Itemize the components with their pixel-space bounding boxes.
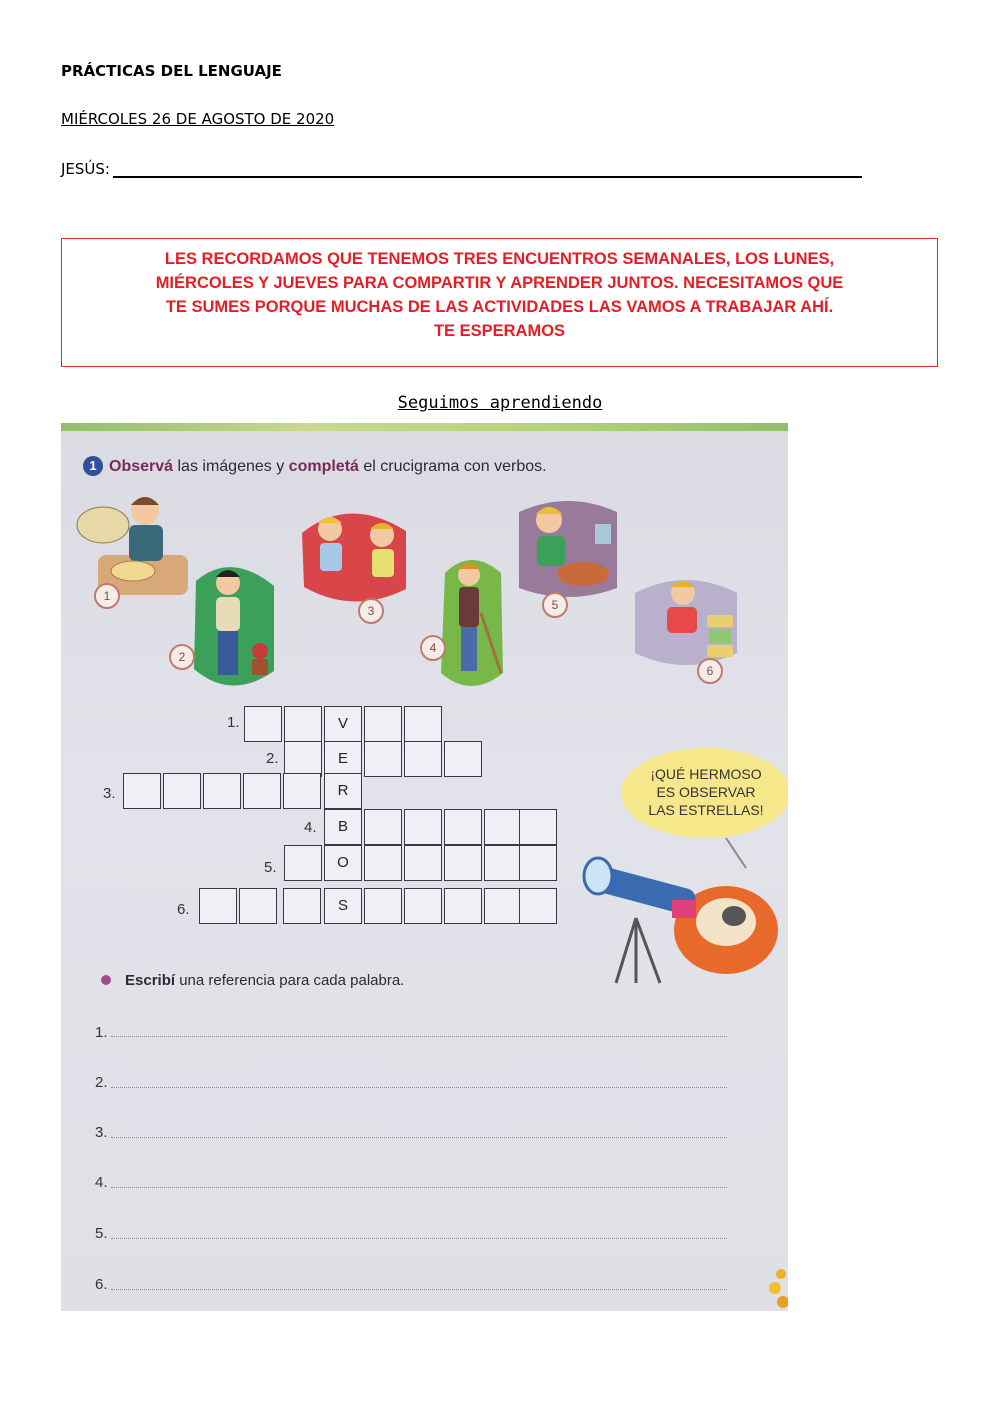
reference-line[interactable] [111, 1238, 727, 1239]
corner-decoration [761, 1268, 788, 1311]
page-title: PRÁCTICAS DEL LENGUAJE [61, 62, 282, 80]
scene-3-illustration [294, 503, 414, 613]
scene-1-illustration [73, 485, 193, 605]
crossword-cell-key[interactable]: V [324, 706, 362, 742]
photo-top-strip [61, 423, 788, 431]
worksheet-photo [61, 423, 788, 1311]
student-name-line[interactable] [113, 176, 862, 178]
crossword-row-label: 5. [264, 859, 277, 876]
date-line: MIÉRCOLES 26 DE AGOSTO DE 2020 [61, 110, 335, 128]
crossword-row-label: 3. [103, 785, 116, 802]
bubble-line: ¡QUÉ HERMOSO [650, 766, 762, 782]
scene-number-badge: 2 [169, 644, 195, 670]
crossword-cell[interactable] [484, 809, 522, 845]
crossword-cell[interactable] [364, 809, 402, 845]
reference-label: 4. [95, 1174, 108, 1191]
instruction-verb-observa: Observá [109, 458, 174, 475]
reference-line[interactable] [111, 1087, 727, 1088]
crossword-cell-key[interactable]: R [324, 773, 362, 809]
crossword-cell-key[interactable]: B [324, 809, 362, 845]
notice-text [62, 247, 937, 343]
bubble-line: ES OBSERVAR [656, 784, 756, 800]
crossword-cell[interactable] [519, 888, 557, 924]
student-label: JESÚS: [61, 160, 110, 178]
crossword-cell[interactable] [444, 741, 482, 777]
write-instruction: Escribí una referencia para cada palabra. [101, 972, 404, 989]
instruction-text: y [276, 458, 285, 475]
activity-number-badge: 1 [83, 456, 103, 476]
crossword-cell[interactable] [284, 741, 322, 777]
reference-label: 6. [95, 1276, 108, 1293]
scene-number-badge: 5 [542, 592, 568, 618]
crossword-cell[interactable] [203, 773, 241, 809]
crossword-cell[interactable] [364, 706, 402, 742]
reference-label: 5. [95, 1225, 108, 1242]
crossword-cell[interactable] [444, 888, 482, 924]
crossword-cell[interactable] [364, 888, 402, 924]
instruction-verb-completa: completá [288, 458, 359, 475]
notice-line: TE ESPERAMOS [433, 322, 566, 340]
crossword-cell[interactable] [284, 706, 322, 742]
speech-bubble [621, 748, 788, 838]
crossword-cell[interactable] [123, 773, 161, 809]
activity-instruction [83, 456, 547, 476]
crossword-cell[interactable] [284, 845, 322, 881]
reference-label: 1. [95, 1024, 108, 1041]
crossword-cell[interactable] [364, 845, 402, 881]
crossword-cell[interactable] [404, 845, 442, 881]
crossword-cell[interactable] [404, 809, 442, 845]
crossword-cell[interactable] [519, 809, 557, 845]
instruction-text: las imágenes [173, 458, 277, 475]
crossword-cell[interactable] [283, 773, 321, 809]
scene-number-badge: 4 [420, 635, 446, 661]
scene-number-badge: 3 [358, 598, 384, 624]
crossword-cell[interactable] [519, 845, 557, 881]
crossword-cell[interactable] [283, 888, 321, 924]
crossword-row-label: 2. [266, 750, 279, 767]
crossword-cell[interactable] [404, 888, 442, 924]
notice-box [61, 238, 938, 367]
crossword-cell[interactable] [484, 845, 522, 881]
reference-label: 2. [95, 1074, 108, 1091]
crossword-row-label: 4. [304, 819, 317, 836]
crossword-cell[interactable] [444, 845, 482, 881]
scene-6-illustration [631, 573, 741, 683]
crossword-cell[interactable] [404, 741, 442, 777]
reference-label: 3. [95, 1124, 108, 1141]
subtitle: Seguimos aprendiendo [397, 393, 603, 413]
scene-2-illustration [186, 561, 281, 691]
scene-5-illustration [513, 498, 623, 603]
crossword-cell[interactable] [364, 741, 402, 777]
crossword-cell[interactable] [484, 888, 522, 924]
crossword-cell[interactable] [199, 888, 237, 924]
crossword-cell[interactable] [244, 706, 282, 742]
crossword-cell[interactable] [404, 706, 442, 742]
crossword-cell[interactable] [239, 888, 277, 924]
reference-line[interactable] [111, 1137, 727, 1138]
scene-number-badge: 6 [697, 658, 723, 684]
crossword-cell-key[interactable]: O [324, 845, 362, 881]
reference-line[interactable] [111, 1289, 727, 1290]
crossword-cell[interactable] [444, 809, 482, 845]
crossword-row-label: 1. [227, 714, 240, 731]
crossword-cell-key[interactable]: E [324, 741, 362, 777]
crossword-cell[interactable] [243, 773, 281, 809]
reference-line[interactable] [111, 1187, 727, 1188]
crossword-row-label: 6. [177, 901, 190, 918]
reference-line[interactable] [111, 1036, 727, 1037]
notice-line: LES RECORDAMOS QUE TENEMOS TRES ENCUENTROS SEMANALES, LOS LUNES, [164, 250, 835, 268]
crossword-cell[interactable] [163, 773, 201, 809]
instruction-text: el crucigrama con verbos. [358, 458, 547, 475]
sloth-telescope-illustration [576, 838, 786, 988]
bullet-dot-icon [101, 975, 111, 985]
scene-number-badge: 1 [94, 583, 120, 609]
bubble-line: LAS ESTRELLAS! [648, 802, 764, 818]
notice-line: MIÉRCOLES Y JUEVES PARA COMPARTIR Y APRENDER JUNTOS. NECESITAMOS QUE [155, 274, 844, 292]
crossword-cell-key[interactable]: S [324, 888, 362, 924]
notice-line: TE SUMES PORQUE MUCHAS DE LAS ACTIVIDADES LAS VAMOS A TRABAJAR AHÍ. [165, 298, 834, 316]
scene-4-illustration [431, 553, 513, 693]
